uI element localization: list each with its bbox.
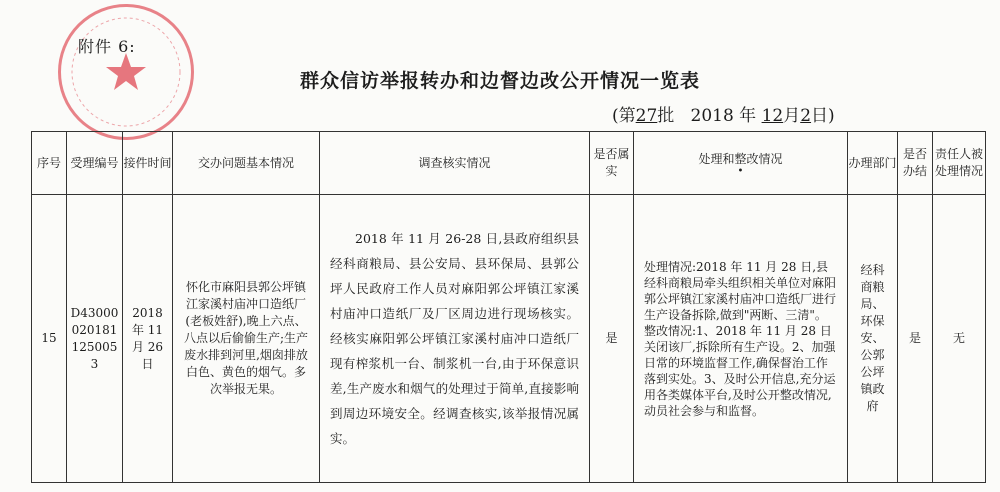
cell-issue: 怀化市麻阳县郭公坪镇江家溪村庙冲口造纸厂(老板姓舒),晚上六点、八点以后偷偷生产;生产废水排到河里,烟囱排放白色、黄色的烟气。多次举报无果。: [173, 195, 320, 483]
header-seq: 序号: [32, 132, 67, 195]
header-receipt-no: 受理编号: [67, 132, 123, 195]
batch-month: 12: [761, 106, 784, 126]
table-row: [32, 195, 986, 483]
header-dept: 办理部门: [848, 132, 898, 195]
petition-table: [31, 131, 986, 483]
header-investigation: 调查核实情况: [320, 132, 590, 195]
header-verified: 是否属实: [590, 132, 634, 195]
cell-investigation: 2018 年 11 月 26-28 日,县政府组织县经科商粮局、县公安局、县环保局、县郭公坪人民政府工作人员对麻阳郭公坪镇江家溪村庙冲口造纸厂及厂区周边进行现场核实。经核实麻阳郭公坪镇江家溪村庙冲口造纸厂现有榨浆机一台、制浆机一台,由于环保意识差,生产废水和烟气的处理过于简单,直接影响到周边环境安全。经调查核实,该举报情况属实。: [320, 195, 590, 483]
cell-accountability: 无: [933, 195, 986, 483]
batch-date-line: (第27批 2018 年 12月2日): [612, 106, 835, 126]
header-handling: 处理和整改情况 •: [634, 132, 848, 195]
document-title: 群众信访举报转办和边督边改公开情况一览表: [299, 70, 700, 92]
cell-seq: 15: [32, 195, 67, 483]
header-closed: 是否办结: [898, 132, 933, 195]
header-receive-time: 接件时间: [123, 132, 173, 195]
cell-verified: 是: [590, 195, 634, 483]
dot-mark: •: [737, 165, 744, 177]
batch-number: 27: [635, 106, 658, 126]
cell-dept: 经科商粮局、环保安、公郭公坪镇政府: [848, 195, 898, 483]
header-issue: 交办问题基本情况: [173, 132, 320, 195]
cell-receive-time: 2018 年 11 月 26 日: [123, 195, 173, 483]
cell-receipt-no: D43000020181125005 3: [67, 195, 123, 483]
attachment-label: 附件 6:: [78, 37, 136, 56]
batch-day: 2: [800, 106, 812, 126]
table-header-row: [32, 132, 986, 195]
cell-closed: 是: [898, 195, 933, 483]
header-accountability: 责任人被处理情况: [933, 132, 986, 195]
cell-handling: 处理情况:2018 年 11 月 28 日,县经科商粮局牵头组织相关单位对麻阳郭公坪镇江家溪村庙冲口造纸厂进行生产设备拆除,做到"两断、三清"。整改情况:1、2018 年 11 月 28 日关闭该厂,拆除所有生产设。2、加强日常的环境监督工作,确保督治工作落到实处。3、及时公开信息,充分运用各类媒体平台,及时公开整改情况,动员社会参与和监督。: [634, 195, 848, 483]
